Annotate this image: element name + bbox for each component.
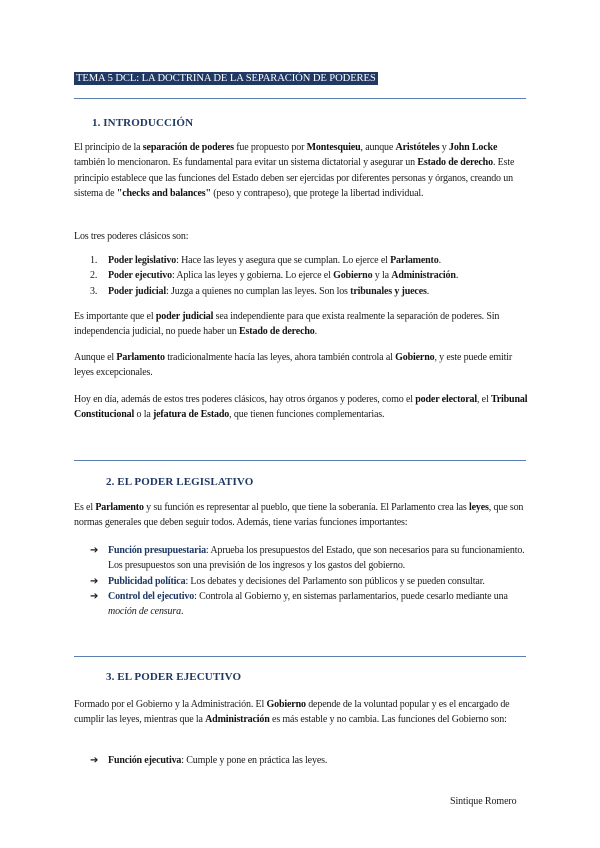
text-run: tribunales y jueces: [350, 285, 427, 297]
text-run: : Juzga a quienes no cumplan las leyes. Son los: [166, 285, 351, 297]
text-run: , que son normas generales que deben seguir todos. Además, tiene varias funciones importantes:: [74, 502, 524, 529]
text-run: El principio de la: [74, 142, 143, 153]
text-run: tradicionalmente hacía las leyes, ahora también controla al: [164, 352, 396, 363]
intro-paragraph-3: [74, 309, 530, 340]
list-item-text: [108, 255, 441, 266]
text-run: y su función es representar al pueblo, que tiene la soberanía. El Parlamento crea las: [143, 502, 469, 513]
text-run: y la: [372, 270, 392, 282]
text-run: Gobierno: [266, 699, 306, 710]
text-run: Aunque el: [74, 352, 117, 363]
list-item: [90, 268, 458, 283]
text-run: Función presupuestaria: [108, 545, 206, 556]
text-run: Poder legislativo: [108, 255, 177, 266]
powers-list: [90, 253, 458, 299]
text-run: , que tienen funciones complementarias.: [229, 409, 385, 421]
section-heading-legislativo: 2. EL PODER LEGISLATIVO: [106, 476, 254, 488]
text-run: poder judicial: [155, 311, 214, 322]
text-run: y: [439, 142, 449, 153]
text-run: sea independiente para que exista realmente la separación de poderes. Sin independencia judicial, no puede haber un: [74, 311, 500, 338]
text-run: Formado por el Gobierno y la Administración. El: [74, 699, 267, 710]
text-run: Control del ejecutivo: [108, 590, 195, 602]
intro-paragraph-5: [74, 392, 530, 423]
list-item: [90, 753, 530, 768]
text-run: : Aprueba los presupuestos del Estado, que son necesarios para su funcionamiento. Los presupuestos son una previsión de los ingresos y los gastos del gobierno.: [108, 545, 525, 572]
text-run: .: [438, 255, 441, 266]
text-run: , aunque: [360, 142, 396, 153]
text-run: separación de poderes: [142, 142, 234, 153]
ejecutivo-functions-list: [90, 753, 530, 768]
arrow-right-icon: ➔: [90, 545, 99, 556]
arrow-right-icon: ➔: [90, 575, 99, 587]
text-run: Es importante que el: [74, 311, 156, 322]
list-item: [90, 253, 458, 268]
legislativo-functions-list: [90, 543, 530, 619]
text-run: John Locke: [449, 142, 498, 153]
list-item-text: [108, 755, 327, 766]
text-run: , el: [476, 394, 491, 405]
list-number: 1.: [90, 255, 98, 266]
list-item: [90, 589, 530, 620]
text-run: Parlamento: [95, 502, 144, 513]
list-number: 3.: [90, 285, 98, 297]
text-run: .: [181, 606, 184, 618]
text-run: Tribunal Constitucional: [74, 394, 528, 421]
text-run: .: [314, 326, 317, 338]
ejecutivo-paragraph: [74, 697, 530, 728]
text-run: Hoy en día, además de estos tres poderes clásicos, hay otros órganos y poderes, como el: [74, 394, 416, 405]
text-run: Estado de derecho: [239, 326, 315, 338]
text-run: , y este puede emitir leyes excepcionales.: [74, 352, 513, 379]
text-run: . Este principio establece que las funciones del Estado deben ser ejercidas por diferentes personas y órganos, creando un sistema de: [74, 157, 515, 199]
text-run: Es el: [74, 502, 96, 513]
intro-paragraph-2: Los tres poderes clásicos son:: [74, 231, 189, 242]
text-run: Poder judicial: [108, 285, 166, 297]
list-item-text: [108, 545, 525, 571]
text-run: .: [426, 285, 430, 297]
text-run: es más estable y no cambia. Las funciones del Gobierno son:: [269, 714, 507, 726]
text-run: Administración: [391, 270, 456, 282]
arrow-right-icon: ➔: [90, 755, 99, 766]
text-run: poder electoral: [415, 394, 477, 405]
text-run: Gobierno: [333, 270, 373, 282]
text-run: Montesquieu: [306, 142, 361, 153]
text-run: Estado de derecho: [417, 157, 493, 169]
text-run: depende de la voluntad popular y es el encargado de cumplir las leyes, mientras que la: [74, 699, 510, 726]
arrow-right-icon: ➔: [90, 590, 99, 602]
text-run: : Controla al Gobierno y, en sistemas parlamentarios, puede cesarlo mediante una: [194, 590, 508, 602]
intro-paragraph-4: [74, 350, 530, 381]
text-run: Función ejecutiva: [108, 755, 182, 766]
text-run: jefatura de Estado: [152, 409, 230, 421]
text-run: Administración: [205, 714, 270, 726]
text-run: Parlamento: [390, 255, 439, 266]
text-run: : Los debates y decisiones del Parlamento son públicos y se pueden consultar.: [185, 575, 485, 587]
text-run: Aristóteles: [395, 142, 440, 153]
list-number: 2.: [90, 270, 98, 282]
text-run: moción de censura: [108, 606, 181, 618]
divider-line: [74, 460, 526, 461]
text-run: : Aplica las leyes y gobierna. Lo ejerce el: [171, 270, 334, 282]
divider-line: [74, 656, 526, 657]
text-run: : Hace las leyes y asegura que se cumplan. Lo ejerce el: [176, 255, 391, 266]
list-item-text: [108, 270, 458, 281]
legislativo-paragraph: [74, 500, 530, 531]
intro-paragraph-1: [74, 140, 530, 201]
page-footer-author: Sintique Romero: [450, 796, 517, 807]
text-run: : Cumple y pone en práctica las leyes.: [181, 755, 328, 766]
text-run: fue propuesto por: [233, 142, 307, 153]
text-run: Poder ejecutivo: [108, 270, 172, 282]
list-item: [90, 543, 530, 574]
list-item-text: [108, 286, 429, 297]
text-run: Gobierno: [395, 352, 435, 363]
section-heading-ejecutivo: 3. EL PODER EJECUTIVO: [106, 671, 242, 683]
list-item-text: [108, 576, 485, 587]
text-run: "checks and balances": [116, 187, 211, 199]
text-run: (peso y contrapeso), que protege la libertad individual.: [210, 187, 424, 199]
text-run: también lo mencionaron. Es fundamental para evitar un sistema dictatorial y asegurar un: [74, 157, 418, 169]
divider-line: [74, 98, 526, 99]
section-heading-introduccion: 1. INTRODUCCIÓN: [92, 117, 194, 129]
text-run: o la: [134, 409, 153, 421]
document-title: TEMA 5 DCL: LA DOCTRINA DE LA SEPARACIÓN DE PODERES: [76, 73, 376, 84]
text-run: leyes: [468, 502, 489, 513]
text-run: Parlamento: [116, 352, 165, 363]
text-run: Publicidad política: [108, 575, 186, 587]
list-item-text: [108, 591, 508, 617]
text-run: .: [455, 270, 459, 282]
list-item: [90, 574, 530, 589]
list-item: [90, 284, 458, 299]
